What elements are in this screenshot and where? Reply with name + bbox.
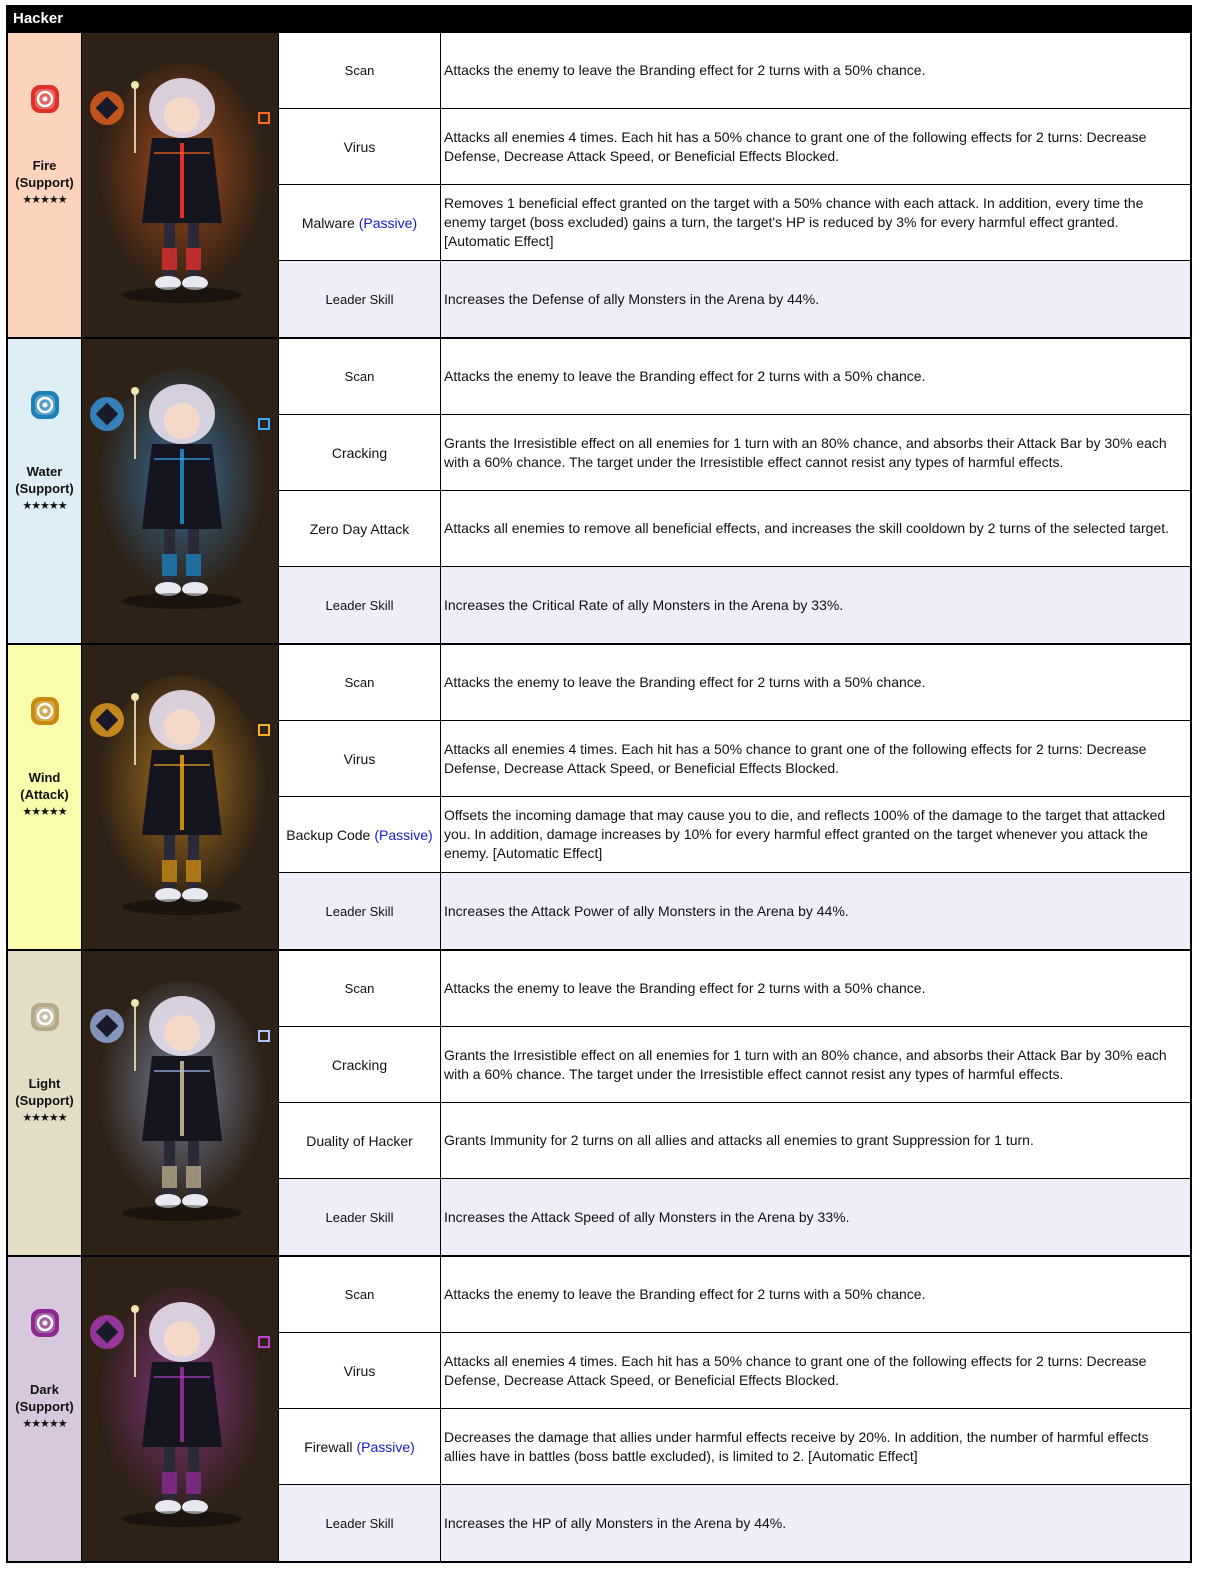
attribute-name: Fire (32, 158, 57, 173)
skill-name: Leader Skill (325, 597, 394, 613)
skill-description: Removes 1 beneficial effect granted on the target with a 50% chance with each attack. In addition, every time the enemy target (boss excluded) gains a turn, the target's HP is reduced by 3% for every harmful effect granted. [Automatic Effect] (444, 195, 1144, 249)
attribute-cell (8, 645, 82, 949)
skill-name: Scan (344, 369, 375, 384)
monster-portrait (82, 645, 279, 949)
attribute-group-wind (6, 645, 1192, 951)
attribute-label (15, 1381, 73, 1433)
skill-name-cell (279, 567, 441, 643)
skill-row (279, 415, 1190, 491)
skill-name: Cracking (331, 1056, 388, 1073)
skill-name: Virus (343, 138, 376, 155)
skill-description: Attacks all enemies 4 times. Each hit has a 50% chance to grant one of the following effects for 2 turns: Decrease Defense, Decrease Attack Speed, or Beneficial Effects Blocked. (444, 740, 1147, 776)
skill-name-cell (279, 721, 441, 796)
skill-name-cell (279, 339, 441, 414)
attribute-label (15, 157, 73, 209)
attribute-icon (29, 83, 61, 115)
skill-description: Increases the Defense of ally Monsters in the Arena by 44%. (444, 290, 820, 307)
skill-row (279, 951, 1190, 1027)
attribute-group-dark (6, 1257, 1192, 1563)
monster-portrait (82, 1257, 279, 1561)
skill-name: Leader Skill (325, 1209, 394, 1225)
skill-name: Scan (344, 1287, 375, 1302)
attribute-cell (8, 339, 82, 643)
monster-portrait (82, 33, 279, 337)
skill-description: Increases the HP of ally Monsters in the Arena by 44%. (444, 1514, 787, 1531)
skill-name: Virus (343, 1362, 376, 1379)
skill-list (279, 1257, 1190, 1561)
skill-row (279, 1409, 1190, 1485)
skill-name: Scan (344, 675, 375, 690)
attribute-label (15, 463, 73, 515)
skill-name: Zero Day Attack (309, 520, 410, 537)
skill-description: Attacks the enemy to leave the Branding effect for 2 turns with a 50% chance. (444, 62, 926, 78)
leader-skill-row (279, 1485, 1190, 1561)
skill-row (279, 491, 1190, 567)
skill-name: Firewall (304, 1438, 353, 1455)
attribute-cell (8, 1257, 82, 1561)
attribute-icon (29, 1307, 61, 1339)
skill-description: Attacks the enemy to leave the Branding effect for 2 turns with a 50% chance. (444, 674, 926, 690)
skill-name-cell (279, 1333, 441, 1408)
attribute-role: (Support) (15, 1399, 74, 1414)
skill-row (279, 1257, 1190, 1333)
skill-name-cell (279, 1103, 441, 1178)
attribute-icon (29, 1001, 61, 1033)
skill-name-cell (279, 491, 441, 566)
attribute-cell (8, 33, 82, 337)
sheet-title: Hacker (6, 5, 1192, 33)
star-rating: ★★★★★ (22, 1112, 67, 1124)
star-rating: ★★★★★ (22, 194, 67, 206)
skill-name-cell (279, 1179, 441, 1255)
skill-name-cell (279, 415, 441, 490)
skill-name: Malware (301, 214, 355, 231)
attribute-icon (29, 389, 61, 421)
skill-row (279, 1027, 1190, 1103)
skill-description: Offsets the incoming damage that may cause you to die, and reflects 100% of the damage to the target that attacked you. In addition, damage increases by 10% for every harmful effect granted on the target whenever you attack the enemy. [Automatic Effect] (444, 807, 1166, 861)
skill-list (279, 645, 1190, 949)
skill-description: Attacks the enemy to leave the Branding effect for 2 turns with a 50% chance. (444, 368, 926, 384)
star-rating: ★★★★★ (22, 1418, 67, 1430)
attribute-name: Wind (28, 770, 61, 785)
skill-name-cell (279, 261, 441, 337)
star-rating: ★★★★★ (22, 500, 67, 512)
skill-description: Increases the Critical Rate of ally Monsters in the Arena by 33%. (444, 596, 844, 613)
skill-description: Grants the Irresistible effect on all enemies for 1 turn with an 80% chance, and absorbs their Attack Bar by 30% each with a 60% chance. The target under the Irresistible effect cannot resist any types of harmful effects. (444, 434, 1167, 470)
skill-list (279, 339, 1190, 643)
skill-name: Scan (344, 63, 375, 78)
skill-name-cell (279, 1257, 441, 1332)
skill-name-cell (279, 33, 441, 108)
attribute-icon (29, 695, 61, 727)
skill-name-cell (279, 1027, 441, 1102)
passive-tag: (Passive) (358, 214, 418, 231)
attribute-name: Light (28, 1076, 61, 1091)
skill-name: Leader Skill (325, 903, 394, 919)
skill-row (279, 797, 1190, 873)
skill-name-cell (279, 951, 441, 1026)
leader-skill-row (279, 261, 1190, 337)
skill-name-cell (279, 645, 441, 720)
passive-tag: (Passive) (356, 1438, 415, 1455)
skill-row (279, 185, 1190, 261)
skill-list (279, 951, 1190, 1255)
skill-name-cell (279, 109, 441, 184)
skill-description: Increases the Attack Power of ally Monsters in the Arena by 44%. (444, 902, 849, 919)
attribute-group-light (6, 951, 1192, 1257)
skill-name-cell (279, 873, 441, 949)
attribute-role: (Support) (15, 1093, 74, 1108)
skill-description: Attacks all enemies 4 times. Each hit has a 50% chance to grant one of the following effects for 2 turns: Decrease Defense, Decrease Attack Speed, or Beneficial Effects Blocked. (444, 1352, 1147, 1388)
skill-description: Grants Immunity for 2 turns on all allies and attacks all enemies to grant Suppression for 1 turn. (444, 1132, 1034, 1148)
skill-description: Grants the Irresistible effect on all enemies for 1 turn with an 80% chance, and absorbs their Attack Bar by 30% each with a 60% chance. The target under the Irresistible effect cannot resist any types of harmful effects. (444, 1046, 1167, 1082)
monster-portrait (82, 339, 279, 643)
attribute-name: Dark (30, 1382, 59, 1397)
skill-name-cell (279, 797, 441, 872)
skill-name: Duality of Hacker (306, 1132, 413, 1149)
skill-name-cell (279, 1485, 441, 1561)
attribute-group-fire (6, 33, 1192, 339)
attribute-role: (Support) (15, 175, 74, 190)
skill-name: Scan (344, 981, 375, 996)
attribute-label (20, 769, 68, 821)
skill-row (279, 645, 1190, 721)
skill-row (279, 1333, 1190, 1409)
skill-name: Leader Skill (325, 291, 394, 307)
skill-name: Virus (343, 750, 376, 767)
skill-row (279, 33, 1190, 109)
skill-row (279, 339, 1190, 415)
attribute-groups (6, 33, 1192, 1563)
monster-skill-sheet (6, 5, 1192, 1563)
passive-tag: (Passive) (374, 826, 433, 843)
skill-list (279, 33, 1190, 337)
leader-skill-row (279, 873, 1190, 949)
skill-name: Leader Skill (325, 1515, 394, 1531)
skill-name-cell (279, 1409, 441, 1484)
star-rating: ★★★★★ (22, 806, 67, 818)
skill-name: Backup Code (286, 826, 371, 843)
monster-portrait (82, 951, 279, 1255)
skill-description: Attacks all enemies 4 times. Each hit has a 50% chance to grant one of the following effects for 2 turns: Decrease Defense, Decrease Attack Speed, or Beneficial Effects Blocked. (444, 128, 1147, 164)
skill-row (279, 109, 1190, 185)
skill-description: Attacks the enemy to leave the Branding effect for 2 turns with a 50% chance. (444, 980, 926, 996)
attribute-role: (Attack) (20, 787, 69, 802)
attribute-cell (8, 951, 82, 1255)
attribute-group-water (6, 339, 1192, 645)
skill-row (279, 721, 1190, 797)
skill-description: Decreases the damage that allies under harmful effects receive by 20%. In addition, the number of harmful effects allies have in battles (boss battle excluded), is limited to 2. [Automatic Effect] (444, 1428, 1149, 1464)
skill-description: Attacks the enemy to leave the Branding effect for 2 turns with a 50% chance. (444, 1286, 926, 1302)
skill-description: Increases the Attack Speed of ally Monsters in the Arena by 33%. (444, 1208, 850, 1225)
skill-name: Cracking (331, 444, 388, 461)
leader-skill-row (279, 567, 1190, 643)
attribute-name: Water (26, 464, 63, 479)
skill-name-cell (279, 185, 441, 260)
skill-row (279, 1103, 1190, 1179)
attribute-label (15, 1075, 73, 1127)
leader-skill-row (279, 1179, 1190, 1255)
skill-description: Attacks all enemies to remove all beneficial effects, and increases the skill cooldown by 2 turns of the selected target. (444, 520, 1170, 536)
attribute-role: (Support) (15, 481, 74, 496)
